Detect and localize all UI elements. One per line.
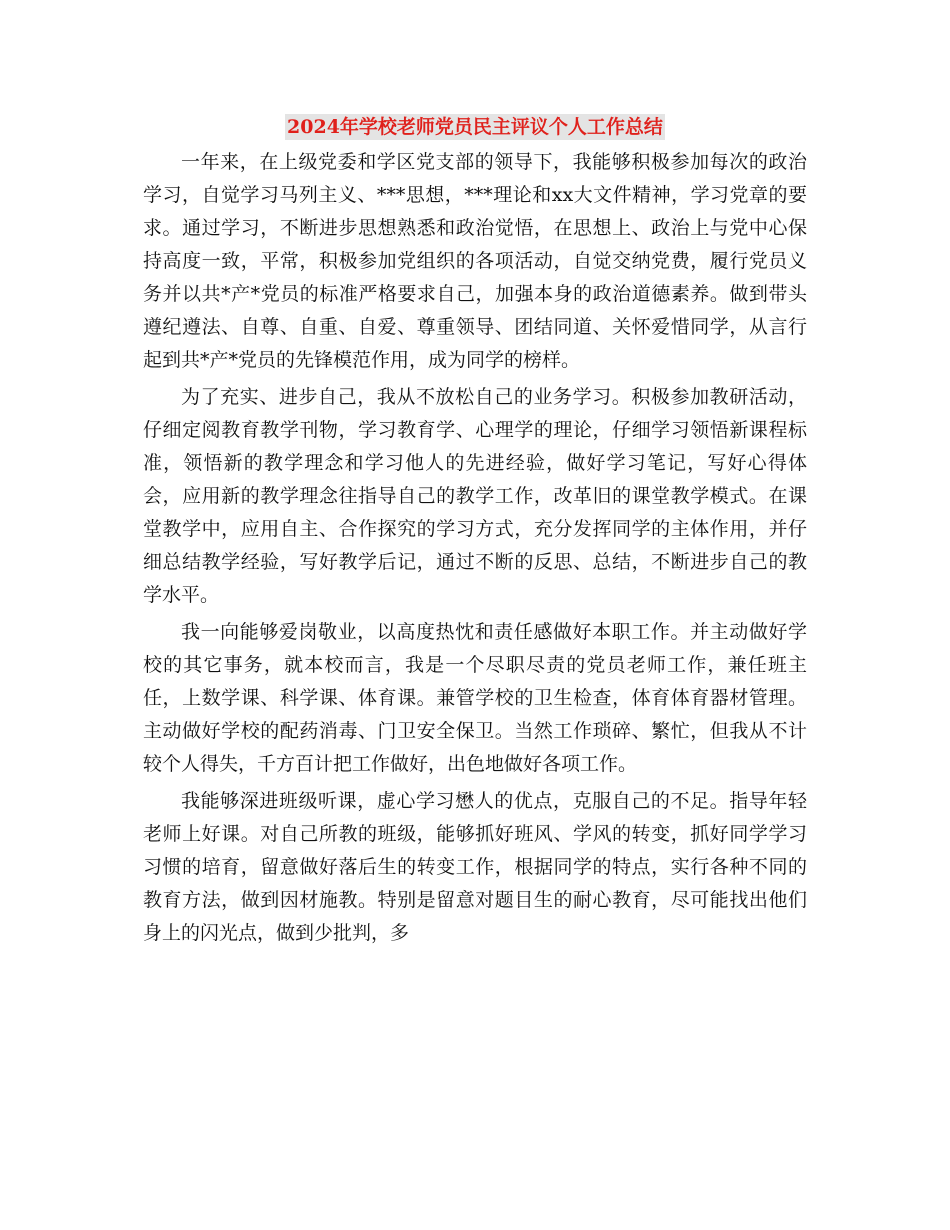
- document-title-text: 2024年学校老师党员民主评议个人工作总结: [287, 116, 663, 138]
- paragraph-1: 一年来，在上级党委和学区党支部的领导下，我能够积极参加每次的政治学习，自觉学习马列主义、***思想，***理论和xx大文件精神，学习党章的要求。通过学习，不断进步思想熟悉和政治觉悟，在思想上、政治上与党中心保持高度一致，平常，积极参加党组织的各项活动，自觉交纳党费，履行党员义务并以共*产*党员的标准严格要求自己，加强本身的政治道德素养。做到带头遵纪遵法、自尊、自重、自爱、尊重领导、团结同道、关怀爱惜同学，从言行起到共*产*党员的先锋模范作用，成为同学的榜样。: [143, 151, 807, 371]
- document-body: [143, 146, 807, 950]
- document-title: [0, 112, 950, 142]
- paragraph-3: 我一向能够爱岗敬业，以高度热忱和责任感做好本职工作。并主动做好学校的其它事务，就本校而言，我是一个尽职尽责的党员老师工作，兼任班主任，上数学课、科学课、体育课。兼管学校的卫生检查，体育体育器材管理。主动做好学校的配药消毒、门卫安全保卫。当然工作琐碎、繁忙，但我从不计较个人得失，千方百计把工作做好，出色地做好各项工作。: [143, 621, 807, 775]
- paragraph-4: 我能够深进班级听课，虚心学习懋人的优点，克服自己的不足。指导年轻老师上好课。对自己所教的班级，能够抓好班风、学风的转变，抓好同学学习习惯的培育，留意做好落后生的转变工作，根据同学的特点，实行各种不同的教育方法，做到因材施教。特别是留意对题目生的耐心教育，尽可能找出他们身上的闪光点，做到少批判，多: [143, 790, 807, 944]
- paragraph-2: 为了充实、进步自己，我从不放松自己的业务学习。积极参加教研活动，仔细定阅教育教学刊物，学习教育学、心理学的理论，仔细学习领悟新课程标准，领悟新的教学理念和学习他人的先进经验，做好学习笔记，写好心得体会，应用新的教学理念往指导自己的教学工作，改革旧的课堂教学模式。在课堂教学中，应用自主、合作探究的学习方式，充分发挥同学的主体作用，并仔细总结教学经验，写好教学后记，通过不断的反思、总结，不断进步自己的教学水平。: [143, 386, 807, 606]
